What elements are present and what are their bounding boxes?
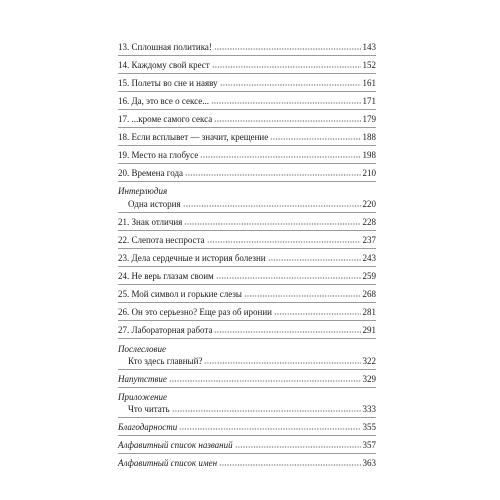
toc-entry[interactable] <box>118 41 376 53</box>
dot-leader <box>172 405 361 412</box>
chapter-number: 25. <box>118 289 130 299</box>
divider <box>118 302 376 303</box>
chapter-title: Полеты во сне и наяву <box>131 78 218 88</box>
divider <box>118 127 376 128</box>
entry-title: Благодарности <box>118 422 178 432</box>
page-number: 259 <box>362 271 376 281</box>
chapter-title: Не верь глазам своим <box>131 271 214 281</box>
chapter-title: Мой символ и горькие слезы <box>131 289 242 299</box>
toc-entry[interactable] <box>118 149 376 161</box>
page-number: 171 <box>362 96 376 106</box>
dot-leader <box>274 308 361 315</box>
toc-entry[interactable] <box>118 439 376 451</box>
chapter-number: 21. <box>118 217 130 227</box>
chapter-number: 18. <box>118 132 130 142</box>
divider <box>118 417 376 418</box>
chapter-number: 16. <box>118 96 130 106</box>
divider <box>118 230 376 231</box>
chapter-number: 15. <box>118 78 130 88</box>
toc-entry[interactable] <box>118 113 376 125</box>
toc-entry[interactable] <box>118 270 376 282</box>
page-number: 268 <box>362 289 376 299</box>
toc-entry[interactable] <box>118 421 376 433</box>
chapter-title: Да, это все о сексе... <box>131 96 209 106</box>
toc-entry[interactable] <box>118 306 376 318</box>
page-number: 143 <box>362 42 376 52</box>
divider <box>118 387 376 388</box>
toc-entry[interactable] <box>128 198 376 210</box>
chapter-title: Времена года <box>131 168 184 178</box>
page-number: 355 <box>362 422 376 432</box>
toc-entry[interactable] <box>118 167 376 179</box>
section-heading-appendix: Приложение <box>118 392 168 402</box>
chapter-title: Лабораторная работа <box>131 325 213 335</box>
page-number: 220 <box>362 199 376 209</box>
entry-title: Алфавитный список имен <box>118 458 218 468</box>
chapter-number: 19. <box>118 150 130 160</box>
divider <box>118 435 376 436</box>
toc-entry[interactable] <box>118 288 376 300</box>
page-number: 210 <box>362 168 376 178</box>
chapter-number: 27. <box>118 325 130 335</box>
divider <box>118 109 376 110</box>
divider <box>118 453 376 454</box>
divider <box>118 248 376 249</box>
toc-entry[interactable] <box>118 77 376 89</box>
chapter-title: Сплошная политика! <box>131 42 212 52</box>
toc-entry[interactable] <box>128 403 376 415</box>
chapter-title: Если всплывет — значит, крещение <box>131 132 269 142</box>
dot-leader <box>214 43 361 50</box>
divider <box>118 73 376 74</box>
chapter-title: Знак отличия <box>131 217 183 227</box>
chapter-number: 23. <box>118 253 130 263</box>
dot-leader <box>214 115 360 122</box>
chapter-title: Слепота неспроста <box>131 235 205 245</box>
page-number: 363 <box>362 458 376 468</box>
dot-leader <box>219 459 360 466</box>
dot-leader <box>244 290 361 297</box>
chapter-number: 13. <box>118 42 130 52</box>
dot-leader <box>235 441 361 448</box>
page-number: 281 <box>362 307 376 317</box>
entry-title: Напутствие <box>118 374 167 384</box>
entry-title: Кто здесь главный? <box>128 356 203 366</box>
entry-title: Алфавитный список названий <box>118 440 233 450</box>
entry-title: Одна история <box>128 199 181 209</box>
page-number: 179 <box>362 114 376 124</box>
page-number: 198 <box>362 150 376 160</box>
dot-leader <box>179 423 360 430</box>
dot-leader <box>184 218 360 225</box>
divider <box>118 212 376 213</box>
chapter-title: Он это серьезно? Еще раз об иронии <box>131 307 272 317</box>
toc-entry[interactable] <box>118 324 376 336</box>
toc-entry[interactable] <box>118 216 376 228</box>
dot-leader <box>212 61 361 68</box>
dot-leader <box>216 272 361 279</box>
dot-leader <box>268 254 361 261</box>
dot-leader <box>200 151 360 158</box>
toc-entry[interactable] <box>118 95 376 107</box>
chapter-number: 17. <box>118 114 130 124</box>
chapter-title: Место на глобусе <box>131 150 199 160</box>
page-number: 243 <box>362 253 376 263</box>
section-heading-afterword: Послесловие <box>118 344 166 354</box>
chapter-title: ...кроме самого секса <box>131 114 213 124</box>
page-number: 228 <box>362 217 376 227</box>
page-number: 357 <box>362 440 376 450</box>
toc-entry[interactable] <box>118 252 376 264</box>
dot-leader <box>207 236 361 243</box>
chapter-number: 20. <box>118 168 130 178</box>
page-number: 333 <box>362 404 376 414</box>
toc-entry[interactable] <box>118 234 376 246</box>
dot-leader <box>204 357 360 364</box>
entry-title: Что читать <box>128 404 170 414</box>
toc-entry[interactable] <box>118 457 376 469</box>
section-heading-interlude: Интерлюдия <box>118 186 168 196</box>
chapter-number: 22. <box>118 235 130 245</box>
toc-entry[interactable] <box>118 131 376 143</box>
divider <box>118 266 376 267</box>
divider <box>118 338 376 339</box>
divider <box>118 284 376 285</box>
dot-leader <box>211 97 361 104</box>
page-number: 161 <box>362 78 376 88</box>
chapter-number: 24. <box>118 271 130 281</box>
toc-entry[interactable] <box>118 373 376 385</box>
page-number: 237 <box>362 235 376 245</box>
dot-leader <box>183 200 361 207</box>
chapter-title: Каждому свой крест <box>131 60 210 70</box>
divider <box>118 91 376 92</box>
divider <box>118 145 376 146</box>
dot-leader <box>185 169 360 176</box>
dot-leader <box>169 375 361 382</box>
page-number: 188 <box>362 132 376 142</box>
page-number: 291 <box>362 325 376 335</box>
page-number: 152 <box>362 60 376 70</box>
divider <box>118 163 376 164</box>
dot-leader <box>220 79 361 86</box>
divider <box>118 55 376 56</box>
chapter-title: Дела сердечные и история болезни <box>131 253 266 263</box>
page-number: 322 <box>362 356 376 366</box>
divider <box>118 181 376 182</box>
toc-entry[interactable] <box>128 355 376 367</box>
divider <box>118 320 376 321</box>
page-number: 329 <box>362 374 376 384</box>
chapter-number: 14. <box>118 60 130 70</box>
toc-entry[interactable] <box>118 59 376 71</box>
dot-leader <box>270 133 360 140</box>
dot-leader <box>214 326 360 333</box>
divider <box>118 369 376 370</box>
chapter-number: 26. <box>118 307 130 317</box>
